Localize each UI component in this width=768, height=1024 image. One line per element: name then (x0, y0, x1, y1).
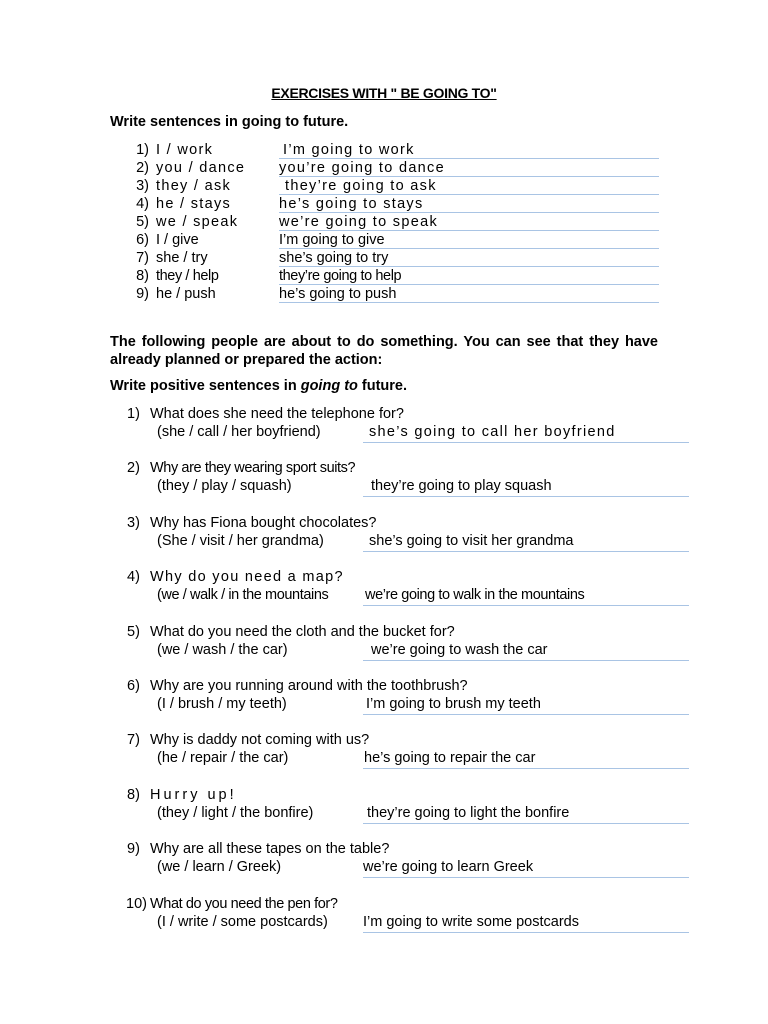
item-number: 4) (136, 196, 149, 212)
item-number: 8) (136, 268, 149, 284)
item-prompt: she / try (156, 250, 208, 266)
question-number: 9) (127, 841, 140, 858)
answer-line (363, 823, 689, 824)
question-answer: they’re going to play squash (371, 478, 552, 495)
item-prompt: they / ask (156, 178, 232, 194)
question-number: 2) (127, 460, 140, 477)
question-answer: I’m going to brush my teeth (366, 695, 541, 712)
item-answer: you’re going to dance (279, 160, 445, 176)
exercise-1-item (133, 249, 693, 267)
instruction-2-before: Write positive sentences in (110, 378, 301, 394)
question-cue: (She / visit / her grandma) (157, 532, 324, 549)
item-number: 1) (136, 142, 149, 158)
question-number: 6) (127, 677, 140, 694)
question-text: Why are they wearing sport suits? (150, 460, 356, 477)
exercise-2-item (127, 678, 727, 732)
question-answer: she’s going to visit her grandma (369, 532, 574, 549)
question-number: 5) (127, 623, 140, 640)
exercise-1-item (133, 177, 693, 195)
worksheet-title: EXERCISES WITH " BE GOING TO" (271, 85, 497, 101)
question-text: Hurry up! (150, 786, 237, 803)
question-number: 10) (126, 895, 147, 912)
question-cue: (we / wash / the car) (157, 641, 288, 658)
exercise-2-item (127, 460, 727, 514)
item-prompt: he / push (156, 286, 216, 302)
exercise-1-item (133, 285, 693, 303)
item-answer: I’m going to give (279, 232, 385, 248)
question-answer: she’s going to call her boyfriend (369, 424, 616, 440)
exercise-2-item (127, 406, 727, 460)
exercise-2-item (127, 732, 727, 786)
exercise-1-item (133, 213, 693, 231)
exercise-2-list (127, 406, 727, 950)
item-number: 2) (136, 160, 149, 176)
answer-line (363, 496, 689, 497)
question-answer: I’m going to write some postcards (363, 913, 579, 930)
question-text: What do you need the cloth and the bucket for? (150, 623, 455, 640)
question-cue: (they / play / squash) (157, 478, 292, 495)
exercise-1-item (133, 267, 693, 285)
question-cue: (I / write / some postcards) (157, 913, 328, 930)
question-text: What does she need the telephone for? (150, 406, 404, 422)
exercise-2-item (127, 787, 727, 841)
item-prompt: he / stays (156, 196, 232, 212)
exercise-2-item (127, 569, 727, 623)
question-number: 7) (127, 732, 140, 749)
question-text: What do you need the pen for? (150, 895, 338, 912)
item-answer: they’re going to help (279, 268, 402, 284)
item-prompt: I / give (156, 232, 199, 248)
question-text: Why is daddy not coming with us? (150, 732, 370, 749)
answer-line (363, 932, 689, 933)
answer-line (363, 877, 689, 878)
question-cue: (we / learn / Greek) (157, 859, 282, 876)
item-answer: I’m going to work (283, 142, 415, 158)
instruction-2-emphasis: going to (300, 378, 358, 394)
exercise-1-item (133, 159, 693, 177)
exercise-1-item (133, 141, 693, 159)
exercise-1-item (133, 231, 693, 249)
item-number: 7) (136, 250, 149, 266)
exercise-2-item (127, 841, 727, 895)
item-answer: we’re going to speak (279, 214, 438, 230)
instruction-2-after: future. (357, 378, 408, 394)
question-answer: they’re going to light the bonfire (367, 804, 570, 821)
item-answer: she’s going to try (279, 250, 389, 266)
answer-line (363, 605, 689, 606)
question-answer: we’re going to learn Greek (363, 859, 534, 876)
instruction-1: Write sentences in going to future. (110, 114, 349, 130)
exercise-2-item (127, 515, 727, 569)
item-number: 9) (136, 286, 149, 302)
question-cue: (we / walk / in the mountains (157, 587, 329, 604)
exercise-2-item (127, 624, 727, 678)
question-cue: (I / brush / my teeth) (157, 695, 287, 712)
question-text: Why do you need a map? (150, 569, 344, 586)
item-prompt: I / work (156, 142, 214, 158)
answer-line (363, 660, 689, 661)
question-number: 8) (127, 786, 140, 803)
answer-line (363, 714, 689, 715)
question-answer: we’re going to wash the car (371, 641, 548, 658)
item-number: 3) (136, 178, 149, 194)
item-prompt: you / dance (156, 160, 246, 176)
item-answer: they’re going to ask (285, 178, 437, 194)
question-text: Why are you running around with the toothbrush? (150, 677, 468, 694)
question-cue: (she / call / her boyfriend) (157, 424, 321, 440)
question-answer: we’re going to walk in the mountains (365, 587, 585, 604)
context-paragraph: The following people are about to do something. You can see that they have already planned or prepared the action: (110, 334, 658, 368)
item-number: 5) (136, 214, 149, 230)
item-prompt: they / help (156, 268, 219, 284)
question-text: Why are all these tapes on the table? (150, 841, 390, 858)
answer-line (363, 551, 689, 552)
question-number: 4) (127, 569, 140, 586)
instruction-2 (110, 378, 407, 394)
question-number: 3) (127, 514, 140, 531)
question-cue: (they / light / the bonfire) (157, 804, 314, 821)
question-cue: (he / repair / the car) (157, 750, 289, 767)
item-number: 6) (136, 232, 149, 248)
answer-line (363, 768, 689, 769)
exercise-1-item (133, 195, 693, 213)
answer-line (279, 302, 659, 303)
item-answer: he’s going to stays (279, 196, 424, 212)
answer-line (363, 442, 689, 443)
item-prompt: we / speak (156, 214, 239, 230)
exercise-1-list (133, 141, 693, 303)
exercise-2-item (127, 896, 727, 950)
item-answer: he’s going to push (279, 286, 397, 302)
question-number: 1) (127, 406, 140, 422)
question-answer: he’s going to repair the car (364, 750, 536, 767)
question-text: Why has Fiona bought chocolates? (150, 514, 377, 531)
